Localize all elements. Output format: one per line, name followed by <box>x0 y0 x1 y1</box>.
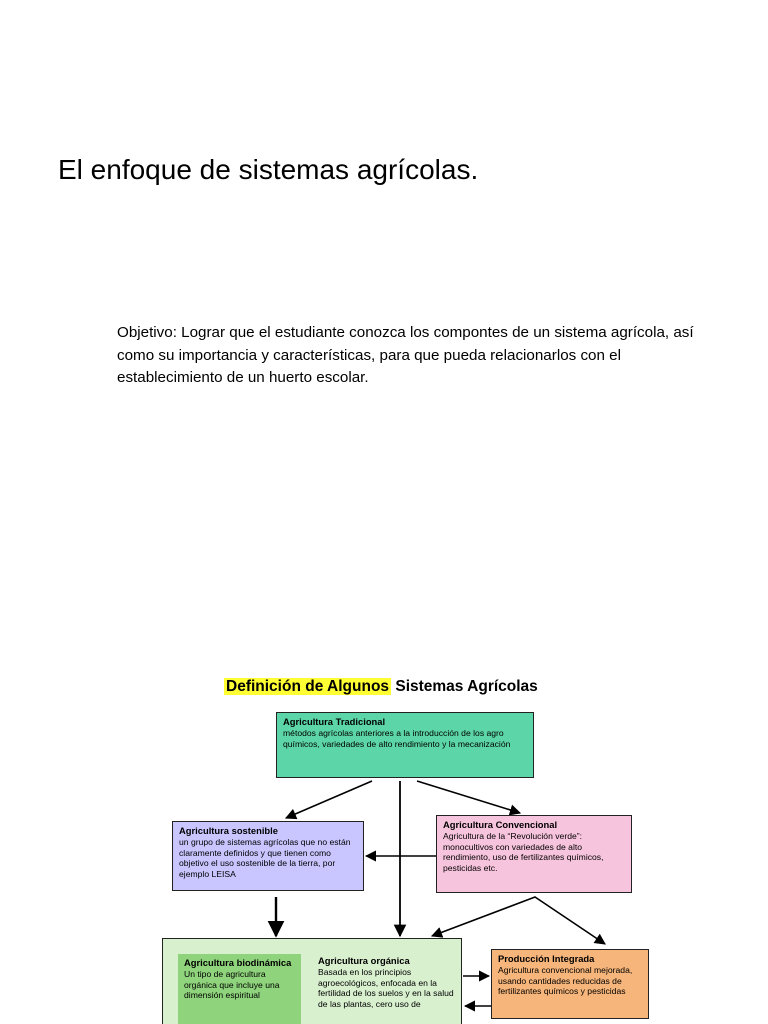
diagram-title-highlighted: Definición de Algunos <box>226 678 390 695</box>
box-title-sostenible: Agricultura sostenible <box>179 825 278 836</box>
box-agricultura-sostenible <box>172 821 364 891</box>
box-text-organica: Basada en los principios agroecológicos, enfocada en la fertilidad de los suelos y en la salud de las plantas, cero uso de <box>318 967 454 1009</box>
box-title-convencional: Agricultura Convencional <box>443 819 558 830</box>
box-agricultura-tradicional <box>276 712 534 778</box>
box-agricultura-convencional <box>436 815 632 893</box>
slide-title: El enfoque de sistemas agrícolas. <box>58 154 479 185</box>
box-produccion-integrada <box>491 949 649 1019</box>
box-text-integrada: Agricultura convencional mejorada, usando cantidades reducidas de fertilizantes químicos y pesticidas <box>498 965 633 997</box>
arrow-trad-to-conv <box>417 781 520 813</box>
box-text-biodinamica: Un tipo de agricultura orgánica que incluye una dimensión espiritual <box>184 969 280 1001</box>
box-text-convencional: Agricultura de la “Revolución verde”: monocultivos con variedades de alto rendimiento, uso de fertilizantes químicos, pesticidas etc. <box>443 831 604 873</box>
box-agricultura-biodinamica <box>178 954 301 1024</box>
arrow-conv-to-group-and-integ <box>432 897 605 944</box>
objective-text: Objetivo: Lograr que el estudiante conozca los compontes de un sistema agrícola, así como su importancia y características, para que pueda relacionarlos con el establecimiento de un huerto escolar. <box>117 324 694 386</box>
box-text-sostenible: un grupo de sistemas agrícolas que no están claramente definidos y que tienen como objetivo el uso sostenible de la tierra, por ejemplo LEISA <box>179 837 351 879</box>
box-title-organica: Agricultura orgánica <box>318 955 410 966</box>
box-agricultura-organica <box>315 953 457 1011</box>
arrow-trad-to-sost <box>286 781 372 818</box>
box-organic-group <box>162 938 462 1024</box>
diagram-title-rest: Sistemas Agrícolas <box>391 678 538 695</box>
box-title-tradicional: Agricultura Tradicional <box>283 716 386 727</box>
box-title-integrada: Producción Integrada <box>498 953 595 964</box>
box-text-tradicional: métodos agrícolas anteriores a la introducción de los agro químicos, variedades de alto rendimiento y la mecanización <box>283 728 511 749</box>
box-title-biodinamica: Agricultura biodinámica <box>184 957 292 968</box>
